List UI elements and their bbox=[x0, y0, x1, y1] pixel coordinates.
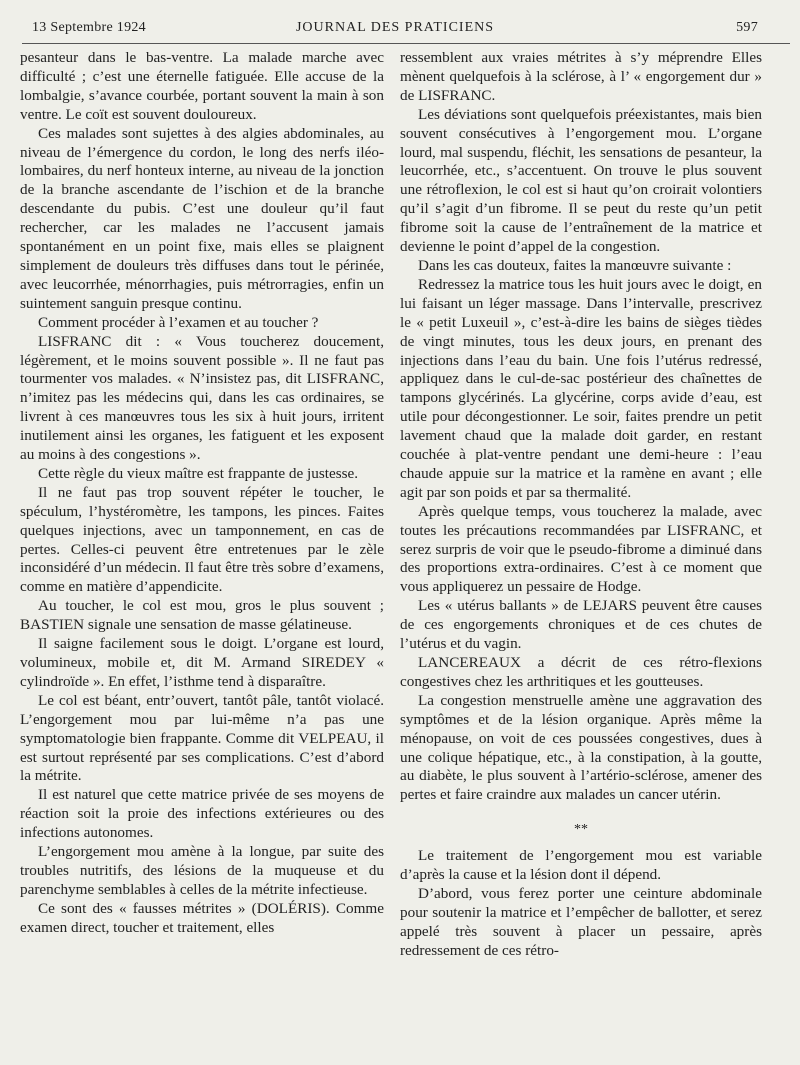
paragraph: pesanteur dans le bas-ventre. La malade marche avec difficulté ; c’est une éternelle fatiguée. Elle accuse de la lombalgie, s’avance courbée, portant souvent la main à son ventre. Le coït est souvent douloureux. bbox=[20, 49, 384, 123]
left-column bbox=[20, 49, 384, 938]
header-rule bbox=[22, 43, 790, 44]
paragraph: Ce sont des « fausses métrites » (DOLÉRIS). Comme examen direct, toucher et traitement, elles bbox=[20, 899, 384, 936]
paragraph: Les « utérus ballants » de LEJARS peuvent être causes de ces engorgements chroniques et de ces chutes de l’utérus et du vagin. bbox=[400, 597, 762, 653]
paragraph: LISFRANC dit : « Vous toucherez doucement, légèrement, et le moins souvent possible ». Il ne faut pas tourmenter vos malades. « N’insistez pas, dit LISFRANC, n’imitez pas les médecins qui, dans les cas ordinaires, se livrent à ces manœuvres tous les six à huit jours, irritent inutilement ainsi les organes, les fatiguent et les exposent au moins à des congestions ». bbox=[20, 332, 384, 464]
paragraph: La congestion menstruelle amène une aggravation des symptômes et de la lésion organique. Après même la ménopause, on voit de ces poussées congestives, dues à une colique hépatique, etc., à la constipation, à la goutte, au diabète, le plus souvent à l’artério-sclérose, amener des pertes et faire craindre aux malades un cancer utérin. bbox=[400, 691, 762, 804]
paragraph: Le traitement de l’engorgement mou est variable d’après la cause et la lésion dont il dépend. bbox=[400, 847, 762, 884]
paragraph: Les déviations sont quelquefois préexistantes, mais bien souvent consécutives à l’engorgement mou. L’organe lourd, mal suspendu, fléchit, les sensations de pesanteur, la leucorrhée, etc., s’accentuent. On trouve le plus souvent une rétroflexion, le col est si haut qu’on croirait volontiers qu’il s’agit d’un fibrome. Il se peut du reste qu’un petit fibrome soit la cause de l’entraînement de la matrice et devienne le point d’appel de la congestion. bbox=[400, 105, 762, 256]
header-date: 13 Septembre 1924 bbox=[32, 20, 146, 35]
paragraph: D’abord, vous ferez porter une ceinture abdominale pour soutenir la matrice et l’empêcher de ballotter, et serez appelé très souvent à placer un pessaire, après redressement de ces rétro- bbox=[400, 885, 762, 959]
section-divider-stars: ** bbox=[574, 822, 588, 838]
paragraph: Il ne faut pas trop souvent répéter le toucher, le spéculum, l’hystéromètre, les tampons, les pinces. Faites quelques injections, avec un tamponnement, en cas de pertes. Celles-ci peuvent être entretenues par le zèle inconsidéré d’un médecin. Il faut être très sobre d’examens, comme en matière d’appendicite. bbox=[20, 483, 384, 596]
paragraph: Au toucher, le col est mou, gros le plus souvent ; BASTIEN signale une sensation de masse gélatineuse. bbox=[20, 597, 384, 634]
paragraph: Comment procéder à l’examen et au toucher ? bbox=[38, 313, 319, 331]
paragraph: Il est naturel que cette matrice privée de ses moyens de réaction soit la proie des infections extérieures ou des infections autonomes. bbox=[20, 786, 384, 842]
paragraph: L’engorgement mou amène à la longue, par suite des troubles nutritifs, des lésions de la muqueuse et du parenchyme semblables à celles de la métrite infectieuse. bbox=[20, 843, 384, 898]
journal-title: JOURNAL DES PRATICIENS bbox=[295, 20, 495, 35]
paragraph: Le col est béant, entr’ouvert, tantôt pâle, tantôt violacé. L’engorgement mou par lui-même n’a pas une symptomatologie bien frappante. Comme dit VELPEAU, il est surtout représenté par ses complications. C’est d’abord la métrite. bbox=[20, 691, 384, 785]
paragraph: Redressez la matrice tous les huit jours avec le doigt, en lui faisant un léger massage. Dans l’intervalle, prescrivez le « petit Luxeuil », c’est-à-dire les bains de sièges tièdes de vingt minutes, tous les deux jours, en prenant des injections dans l’eau du bain. Une fois l’utérus redressé, appliquez dans le cul-de-sac postérieur des chaînettes de tampons glycérinés. La glycérine, corps avide d’eau, est utile pour décongestionner. Le soir, faites prendre un petit lavement chaud que la malade doit garder, en restant couchée à plat-ventre pendant une demi-heure : l’eau chaude appuie sur la matrice et la ramène en avant ; elle agit par son poids et par sa thermalité. bbox=[400, 275, 762, 501]
paragraph: Dans les cas douteux, faites la manœuvre suivante : bbox=[418, 256, 732, 274]
page-number: 597 bbox=[736, 20, 758, 35]
paragraph: Cette règle du vieux maître est frappante de justesse. bbox=[38, 464, 359, 482]
paragraph: ressemblent aux vraies métrites à s’y méprendre Elles mènent quelquefois à la sclérose, à l’ « engorgement dur » de LISFRANC. bbox=[400, 49, 762, 104]
paragraph: LANCEREAUX a décrit de ces rétro-flexions congestives chez les arthritiques et les goutteuses. bbox=[400, 654, 762, 690]
paragraph: Ces malades sont sujettes à des algies abdominales, au niveau de l’émergence du cordon, le long des nerfs iléo-lombaires, du nerf honteux interne, au niveau de la jonction de la branche ascendante de l’ischion et de la branche descendante du pubis. C’est une douleur qu’il faut rechercher, car les malades ne l’accusent jamais spontanément en un point fixe, mais elles se plaignent simplement de douleurs très diffuses dans tout le périnée, avec leucorrhée, ménorrhagies, puis métrorragies, enfin un suintement sanguin presque continu. bbox=[20, 124, 384, 312]
paragraph: Après quelque temps, vous toucherez la malade, avec toutes les précautions recommandées par LISFRANC, et serez surpris de voir que le pseudo-fibrome a diminué dans des proportions extra-ordinaires. C’est à ce moment que vous appliquerez un pessaire de Hodge. bbox=[400, 502, 762, 596]
paragraph: Il saigne facilement sous le doigt. L’organe est lourd, volumineux, mobile et, dit M. Armand SIREDEY « cylindroïde ». En effet, l’isthme tend à disparaître. bbox=[20, 635, 384, 690]
running-header bbox=[32, 20, 758, 42]
right-column bbox=[400, 49, 762, 961]
